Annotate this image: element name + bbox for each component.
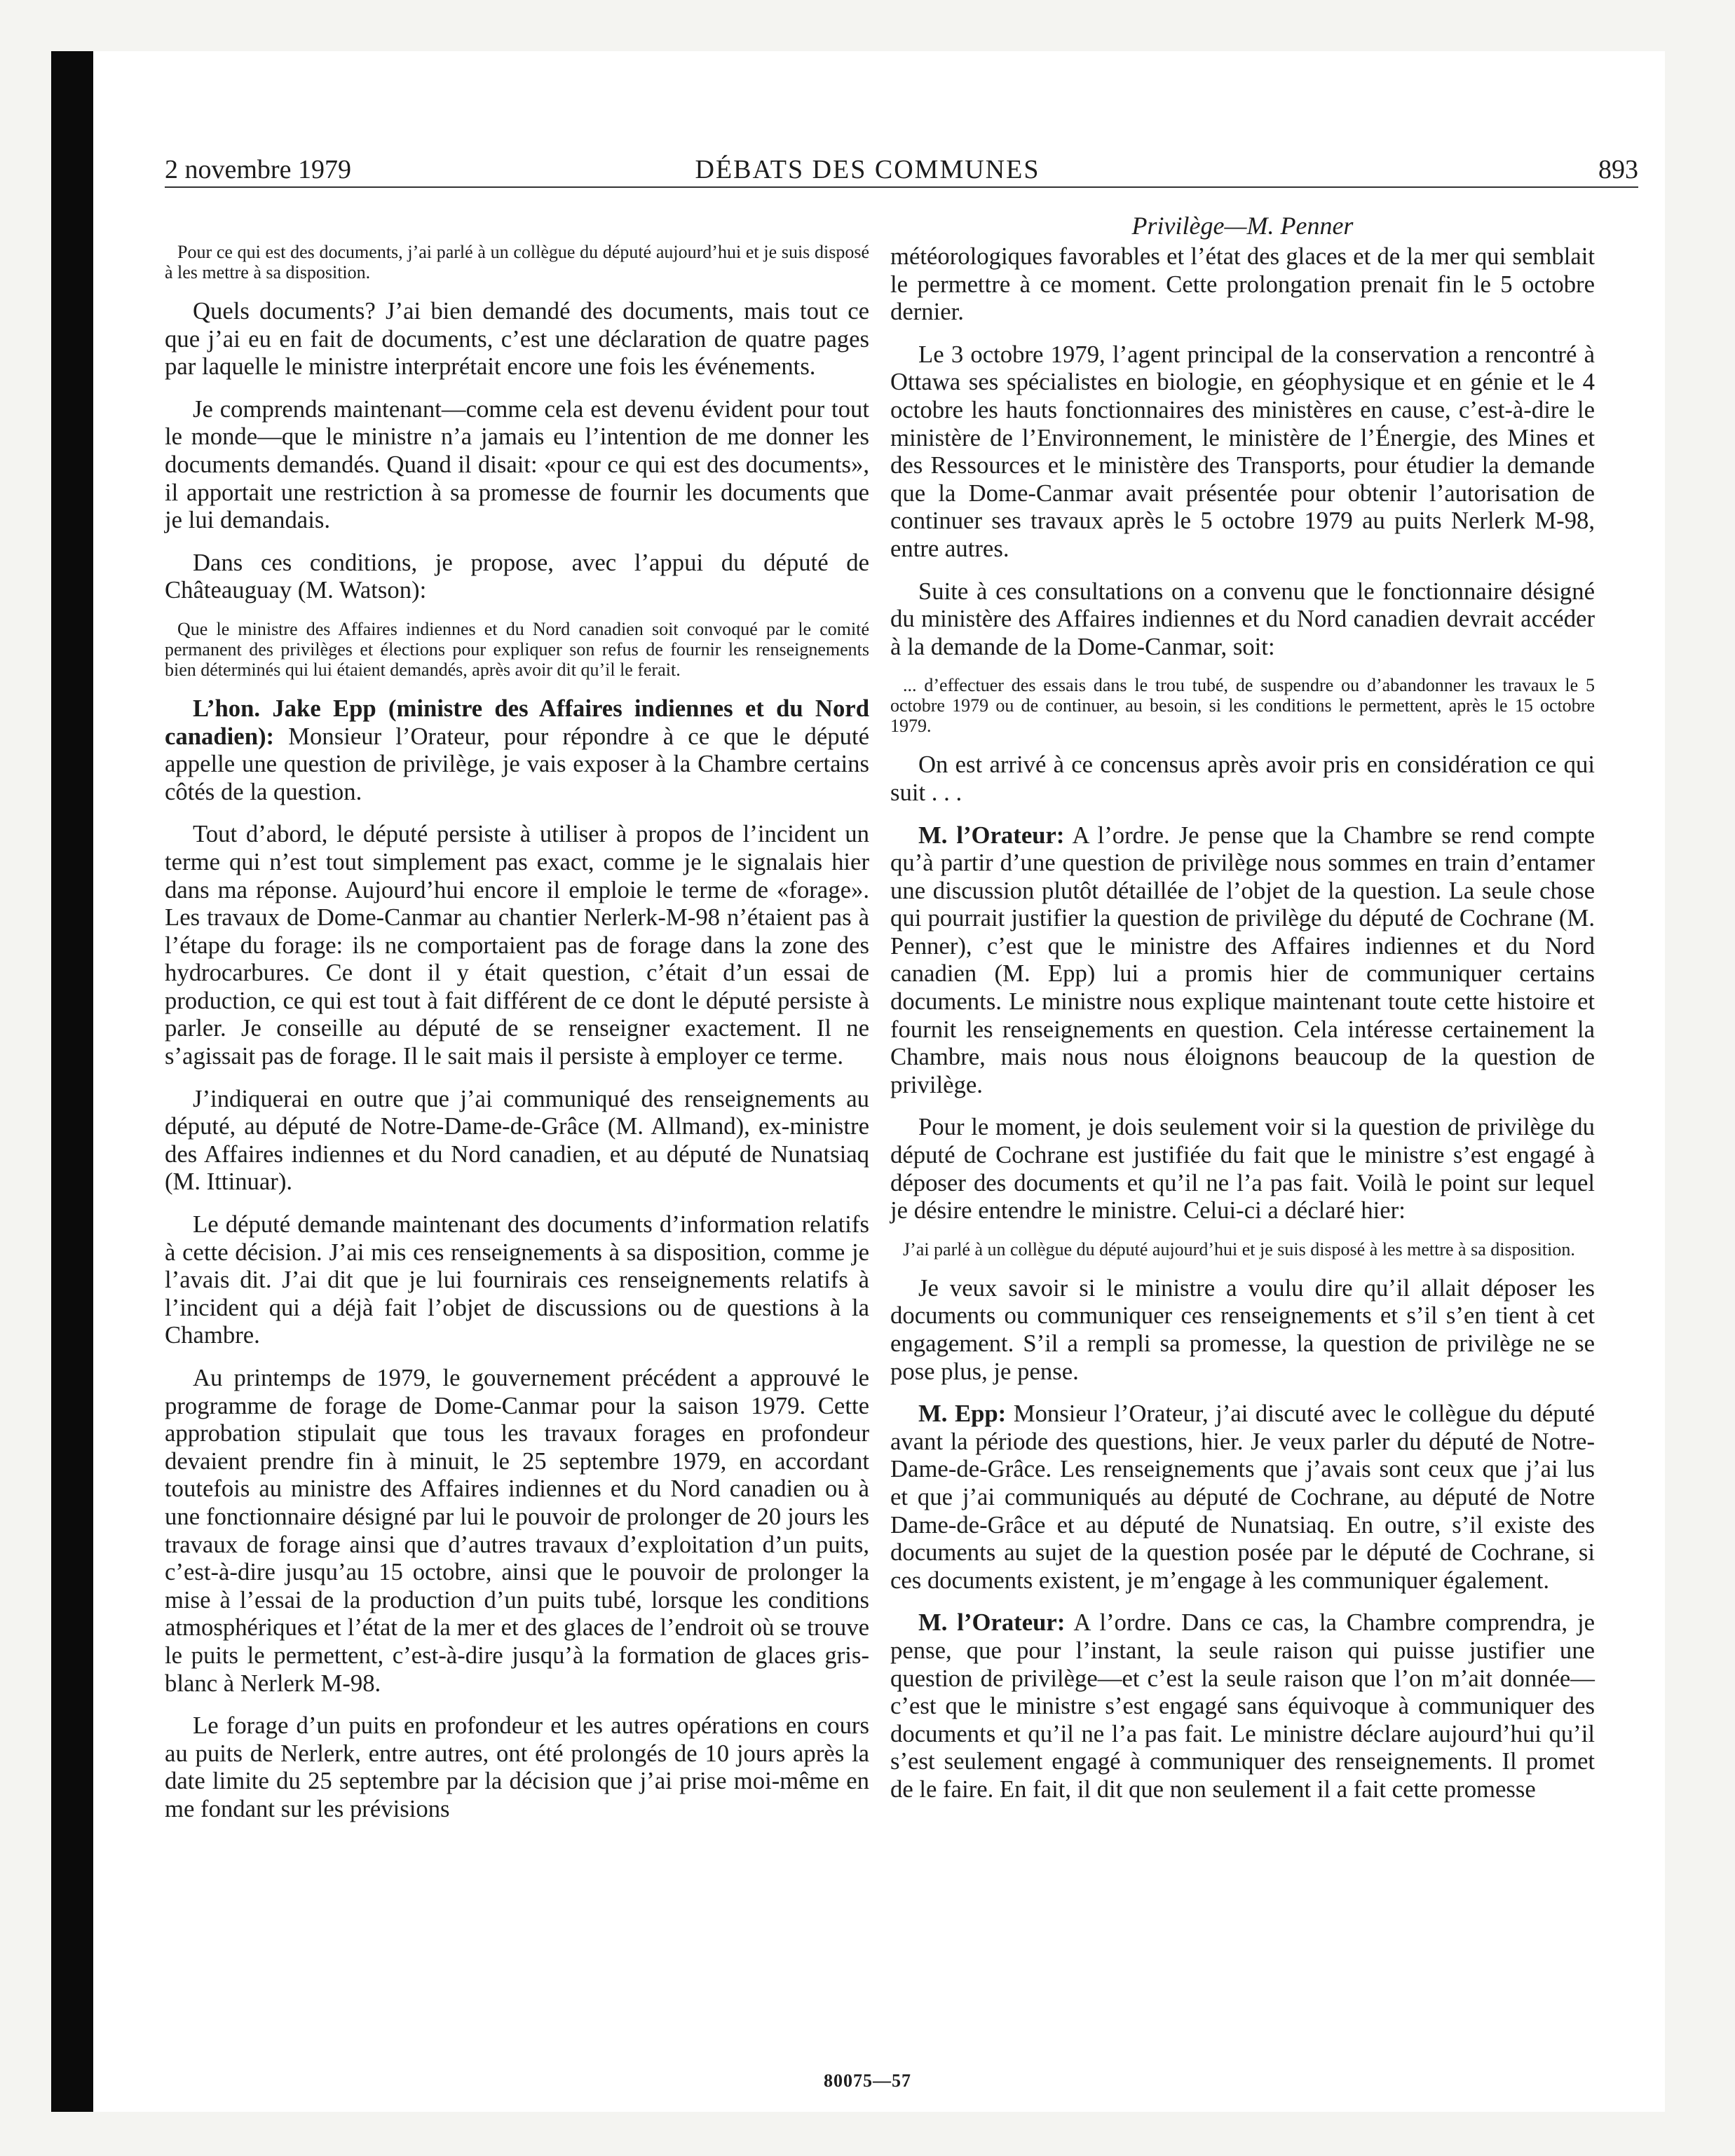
paragraph: Le député demande maintenant des documents d’information relatifs à cette décision. J’ai mis ces renseignements à sa disposition, comme je l’avais dit. J’ai dit que je lui fournirais ces renseignements relatifs à l’incident qui a déjà fait l’objet de discussions ou de questions à la Chambre. — [165, 1210, 869, 1349]
header-title: DÉBATS DES COMMUNES — [695, 155, 1040, 184]
speech-text: A l’ordre. Je pense que la Chambre se rend compte qu’à partir d’une question de privilège nous sommes en train d’entamer une discussion plutôt détaillée de l’objet de la question. La seule chose qui pourrait justifier la question de privilège du député de Cochrane (M. Penner), c’est que le ministre des Affaires indiennes et du Nord canadien (M. Epp) lui a promis hier de communiquer certains documents. Le ministre nous explique maintenant toute cette histoire et fournit les renseignements en question. Cela intéresse certainement la Chambre, mais nous nous éloignons beaucoup de la question de privilège. — [890, 821, 1595, 1098]
speech-text: A l’ordre. Dans ce cas, la Chambre comprendra, je pense, que pour l’instant, la seule raison qui puisse justifier une question de privilège—et c’est la seule raison que l’on m’ait donnée—c’est que le ministre s’est engagé sans équivoque à communiquer des documents et qu’il ne l’a pas fait. Le ministre déclare aujourd’hui qu’il s’est seulement engagé à communiquer des renseignements. Il promet de le faire. En fait, il dit que non seulement il a fait cette promesse — [890, 1609, 1595, 1803]
quoted-passage: Que le ministre des Affaires indiennes et du Nord canadien soit convoqué par le comité permanent des privilèges et élections pour expliquer son refus de fournir les renseignements bien déterminés qui lui étaient demandés, après avoir dit qu’il le ferait. — [165, 618, 869, 680]
speech-text: Monsieur l’Orateur, pour répondre à ce que le député appelle une question de privilège, je vais exposer à la Chambre certains côtés de la question. — [165, 722, 869, 805]
paragraph: Je veux savoir si le ministre a voulu dire qu’il allait déposer les documents ou communiquer ces renseignements et s’il s’en tient à cet engagement. S’il a rempli sa promesse, la question de privilège ne se pose plus, je pense. — [890, 1274, 1595, 1385]
left-column — [165, 242, 869, 1823]
speaker-paragraph — [165, 695, 869, 805]
paragraph: J’indiquerai en outre que j’ai communiqué des renseignements au député, au député de Notre-Dame-de-Grâce (M. Allmand), ex-ministre des Affaires indiennes et du Nord canadien, et au député de Nunatsiaq (M. Ittinuar). — [165, 1084, 869, 1196]
paragraph: On est arrivé à ce concensus après avoir pris en considération ce qui suit . . . — [890, 751, 1595, 806]
paragraph: Tout d’abord, le député persiste à utiliser à propos de l’incident un terme qui n’est tout simplement pas exact, comme je le signalais hier dans ma réponse. Aujourd’hui encore il emploie le terme de «forage». Les travaux de Dome-Canmar au chantier Nerlerk-M-98 n’étaient pas à l’étape du forage: ils ne comportaient pas de forage dans la zone des hydrocarbures. Ce dont il y était question, c’était d’un essai de production, ce qui est tout à fait différent de ce dont le député persiste à parler. Je conseille au député de se renseigner exactement. Il ne s’agissait pas de forage. Il le sait mais il persiste à employer ce terme. — [165, 820, 869, 1070]
speaker-paragraph — [890, 821, 1595, 1099]
speaker-name: L’hon. Jake Epp (ministre des Affaires indiennes et du Nord canadien): — [165, 694, 869, 750]
speaker-name: M. l’Orateur: — [918, 1609, 1066, 1637]
page-number: 893 — [1598, 155, 1638, 184]
quoted-statement: Pour ce qui est des documents, j’ai parlé à un collègue du député aujourd’hui et je suis disposé à les mettre à sa disposition. — [165, 242, 869, 282]
header-rule — [165, 186, 1638, 188]
scan-edge-shadow — [51, 51, 93, 2112]
paragraph: Suite à ces consultations on a convenu que le fonctionnaire désigné du ministère des Affaires indiennes et du Nord canadien devrait accéder à la demande de la Dome-Canmar, soit: — [890, 577, 1595, 660]
paragraph: Dans ces conditions, je propose, avec l’appui du député de Châteauguay (M. Watson): — [165, 548, 869, 604]
speaker-paragraph — [890, 1609, 1595, 1803]
paragraph: Le 3 octobre 1979, l’agent principal de la conservation a rencontré à Ottawa ses spécialistes en biologie, en géophysique et en génie et le 4 octobre les hauts fonctionnaires des ministères en cause, c’est-à-dire le ministère de l’Environnement, le ministère de l’Énergie, des Mines et des Ressources et le ministère des Transports, pour étudier la demande que la Dome-Canmar avait présentée pour obtenir l’autorisation de continuer ses travaux après le 5 octobre 1979 au puits Nerlerk M-98, entre autres. — [890, 340, 1595, 562]
running-head: Privilège—M. Penner — [1131, 212, 1354, 240]
paragraph: Le forage d’un puits en profondeur et les autres opérations en cours au puits de Nerlerk, entre autres, ont été prolongés de 10 jours après la date limite du 25 septembre par la décision que j’ai prise moi-même en me fondant sur les prévisions — [165, 1712, 869, 1822]
speaker-name: M. Epp: — [918, 1400, 1007, 1428]
paragraph: Pour le moment, je dois seulement voir si la question de privilège du député de Cochrane est justifiée du fait que le ministre s’est engagé à déposer des documents et qu’il ne l’a pas fait. Voilà le point sur lequel je désire entendre le ministre. Celui-ci a déclaré hier: — [890, 1113, 1595, 1224]
paragraph-continued: météorologiques favorables et l’état des glaces et de la mer qui semblait le permettre à ce moment. Cette prolongation prenait fin le 5 octobre dernier. — [890, 243, 1595, 326]
paragraph: Je comprends maintenant—comme cela est devenu évident pour tout le monde—que le ministre n’a jamais eu l’intention de me donner les documents demandés. Quand il disait: «pour ce qui est des documents», il apportait une restriction à sa promesse de fournir les documents que je lui demandais. — [165, 395, 869, 534]
header-date: 2 novembre 1979 — [165, 155, 351, 184]
quoted-passage: ... d’effectuer des essais dans le trou tubé, de suspendre ou d’abandonner les travaux le 5 octobre 1979 ou de continuer, au besoin, si les conditions le permettent, après le 15 octobre 1979. — [890, 675, 1595, 737]
speech-text: Monsieur l’Orateur, j’ai discuté avec le collègue du député avant la période des questions, hier. Je veux parler du député de Notre-Dame-de-Grâce. Les renseignements que j’avais sont ceux que j’ai lus et que j’ai communiqués au député de Cochrane, au député de Notre Dame-de-Grâce et au député de Nunatsiaq. En outre, s’il existe des documents au sujet de la question posée par le député de Cochrane, si ces documents existent, je m’engage à les communiquer également. — [890, 1400, 1595, 1594]
footer-code: 80075—57 — [824, 2070, 911, 2091]
paragraph: Au printemps de 1979, le gouvernement précédent a approuvé le programme de forage de Dome-Canmar pour la saison 1979. Cette approbation stipulait que tous les travaux forages en profondeur devaient prendre fin à minuit, le 25 septembre 1979, en accordant toutefois au ministre des Affaires indiennes et du Nord canadien ou à une fonctionnaire désigné par lui le pouvoir de prolonger de 20 jours les travaux de forage ainsi que d’autres travaux d’exploitation d’un puits, c’est-à-dire jusqu’au 15 octobre, ainsi que le pouvoir de prolonger la mise à l’essai de la production d’un puits tubé, lorsque les conditions atmosphériques et l’état de la mer et des glaces de l’endroit où se trouve le puits le permettent, c’est-à-dire jusqu’à la formation de glaces gris-blanc à Nerlerk M-98. — [165, 1364, 869, 1697]
speaker-name: M. l’Orateur: — [918, 821, 1065, 849]
quoted-passage: J’ai parlé à un collègue du député aujourd’hui et je suis disposé à les mettre à sa disposition. — [903, 1239, 1575, 1260]
right-column — [890, 212, 1595, 1803]
paragraph: Quels documents? J’ai bien demandé des documents, mais tout ce que j’ai eu en fait de documents, c’est une déclaration de quatre pages par laquelle le ministre interprétait encore une fois les événements. — [165, 297, 869, 381]
speaker-paragraph — [890, 1400, 1595, 1594]
